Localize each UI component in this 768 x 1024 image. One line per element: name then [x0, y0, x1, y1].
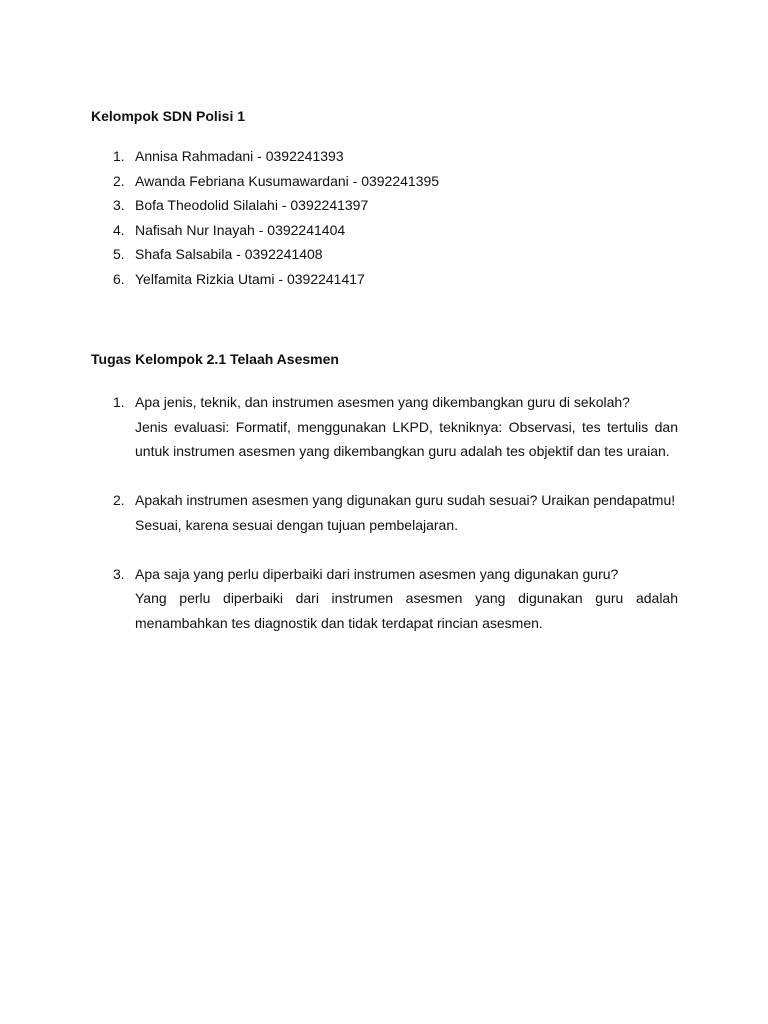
- member-text: Nafisah Nur Inayah - 0392241404: [135, 221, 346, 238]
- list-item: [91, 271, 691, 296]
- list-item: [91, 246, 691, 271]
- list-item: [91, 173, 691, 198]
- member-list: [91, 148, 691, 296]
- group-title: Kelompok SDN Polisi 1: [91, 108, 246, 124]
- list-number: 4.: [113, 221, 125, 238]
- member-text: Annisa Rahmadani - 0392241393: [135, 148, 344, 164]
- question-item: [91, 488, 678, 537]
- question-text: Apa jenis, teknik, dan instrumen asesmen yang dikembangkan guru di sekolah?: [135, 394, 630, 410]
- task-title: Tugas Kelompok 2.1 Telaah Asesmen: [91, 351, 339, 367]
- list-item: [91, 197, 691, 222]
- question-list: [91, 390, 678, 635]
- answer-text: Sesuai, karena sesuai dengan tujuan pembelajaran.: [135, 516, 459, 533]
- question-item: [91, 562, 678, 636]
- list-number: 1.: [113, 148, 125, 164]
- question-text: Apakah instrumen asesmen yang digunakan guru sudah sesuai? Uraikan pendapatmu!: [135, 492, 676, 508]
- list-number: 6.: [113, 270, 125, 287]
- question-item: [91, 390, 678, 464]
- list-number: 3.: [113, 197, 125, 214]
- member-text: Shafa Salsabila - 0392241408: [135, 246, 323, 263]
- list-number: 3.: [113, 565, 125, 582]
- list-item: [91, 222, 691, 247]
- member-text: Bofa Theodolid Silalahi - 0392241397: [135, 197, 369, 214]
- member-text: Awanda Febriana Kusumawardani - 0392241395: [135, 172, 440, 189]
- answer-text: Jenis evaluasi: Formatif, menggunakan LKPD, tekniknya: Observasi, tes tertulis dan untuk instrumen asesmen yang dikembangkan guru adalah tes objektif dan tes uraian.: [135, 418, 678, 459]
- question-text: Apa saja yang perlu diperbaiki dari instrumen asesmen yang digunakan guru?: [135, 565, 619, 582]
- member-text: Yelfamita Rizkia Utami - 0392241417: [135, 270, 365, 287]
- list-item: [91, 148, 691, 173]
- answer-text: Yang perlu diperbaiki dari instrumen asesmen yang digunakan guru adalah menambahkan tes diagnostik dan tidak terdapat rincian asesmen.: [135, 590, 678, 631]
- list-number: 1.: [113, 394, 125, 410]
- list-number: 5.: [113, 246, 125, 263]
- list-number: 2.: [113, 492, 125, 508]
- list-number: 2.: [113, 172, 125, 189]
